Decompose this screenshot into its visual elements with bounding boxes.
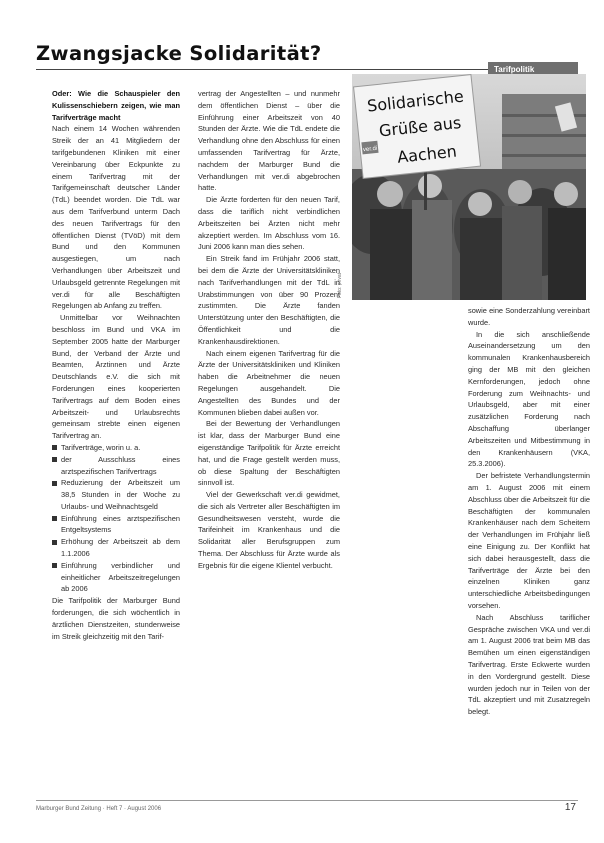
text-column-2 — [198, 88, 340, 800]
footer-rule — [36, 800, 578, 801]
page-number: 17 — [564, 802, 576, 813]
photo-credit: Foto: privat — [337, 272, 343, 298]
rubric-label: Tarifpolitik — [488, 62, 578, 77]
paragraph: Nach Abschluss tariflicher Gespräche zwischen VKA und ver.di am 1. August 2006 trat beim MB das Bemühen um einen eigenständigen Tarifvertrag. Erste Eckwerte wurden in den Vordergrund gestellt. Diese wurden jedoch nur in Teilen von der TdL akzeptiert und mit Zusatzregeln belegt. — [468, 612, 590, 717]
sign-tag: ver.di — [362, 145, 378, 154]
page-footer: Marburger Bund Zeitung · Heft 7 · August 2006 — [36, 806, 162, 812]
paragraph: sowie eine Sonderzahlung vereinbart wurde. — [468, 306, 590, 327]
paragraph: Nach einem 14 Wochen währenden Streik der an 41 Mitgliedern der tarifgebundenen Kliniken mit einer Vereinbarung über Eckpunkte zu einem Tarifvertrag mit der Tarifgemeinschaft deutscher Länder (TdL) beendet worden. Die TdL war aus dem Tarifverbund unterm Dach des neuen Tarifvertrags für den öffentlichen Dienst (TVöD) mit dem Bund und den Kommunen ausgestiegen, um nach Verhandlungen über Arbeitszeit und Urlaubsgeld getrennte Regelungen mit ver.di für alle Beschäftigten Regelungen ab Anfang zu treffen. — [52, 124, 180, 311]
sign-line-3: Aachen — [396, 141, 458, 167]
article-photo — [352, 74, 586, 300]
sign-line-1: Solidarische — [366, 86, 465, 116]
paragraph: Die Ärzte forderten für den neuen Tarif, dass die tariflich nicht verbindlichen Arbeitszeiten bei Ärzten nicht mehr akzeptiert werden. Im Abschluss vom 16. Juni 2006 kann man dies sehen. — [198, 195, 340, 252]
list-item: Einführung eines arztspezifischen Entgeltsystems — [52, 513, 180, 537]
paragraph: vertrag der Angestellten – und nunmehr dem öffentlichen Dienst – über die Einführung einer Arbeitszeit von 40 Stunden der Ärzte. Wie die TdL endete die Verhandlung ohne den Abschluss für einen umfassenden Tarifvertrag für Ärzte, nachdem der Marburger Bund die Verhandlungen mit ver.di abgebrochen hatte. — [198, 89, 340, 193]
paragraph: Die Tarifpolitik der Marburger Bund forderungen, die sich wöchentlich in ärztlichen Dienstzeiten, stundenweise im Streik gleichzeitig mit den Tarif- — [52, 596, 180, 641]
bullet-list — [52, 442, 180, 595]
paragraph: Bei der Bewertung der Verhandlungen ist klar, dass der Marburger Bund eine eigenständige Tarifpolitik für Ärzte erreicht hat, und die Frage gestellt werden muss, ob diese Spaltung der Beschäftigten sinnvoll ist. — [198, 419, 340, 488]
paragraph: Ein Streik fand im Frühjahr 2006 statt, bei dem die Ärzte der Universitätskliniken nach Tarifverhandlungen mit der TdL in Urabstimmungen von über 90 Prozent zustimmten. Die Ärzte fanden Unterstützung unter den Beschäftigten, die Öffentlichkeit und die Krankenhausdirektionen. — [198, 254, 340, 346]
list-item: der Ausschluss eines arztspezifischen Tarifvertrags — [52, 454, 180, 478]
sign-line-2: Grüße aus — [378, 112, 463, 141]
text-column-3 — [468, 305, 590, 800]
paragraph: Nach einem eigenen Tarifvertrag für die Ärzte der Universitätskliniken und Kliniken haben die Arbeitnehmer die neuen Regelungen ausgehandelt. Die Angestellten des Bundes und der Kommunen blieben dabei außen vor. — [198, 348, 340, 417]
paragraph: Unmittelbar vor Weihnachten beschloss im Bund und VKA im September 2005 hatte der Marburger Bund, der Verband der Ärzte und Beamten, Ärztinnen und Ärzte Deutschlands e.V. die sich mit Forderungen eines kooperierten Tarifvertrags auf dem Boden eines Arbeitszeit- und Urlaubsrechts gemeinsam strebte einen eigenen Tarifvertrag an. — [52, 313, 180, 441]
list-item: Reduzierung der Arbeitszeit um 38,5 Stunden in der Woche zu Urlaubs- und Weihnachtsgeld — [52, 477, 180, 512]
article-lead: Oder: Wie die Schauspieler den Kulissenschiebern zeigen, wie man Tarifverträge macht — [52, 89, 180, 122]
paragraph: Der befristete Verhandlungstermin am 1. August 2006 mit einem Abschluss über die Arbeitszeit für die Beschäftigten der kommunalen Krankenhäuser nach dem Scheitern der Verhandlungen im Frühjahr ließ eine Einigung zu. Der Konflikt hat sich dabei herausgestellt, dass die Tarifverträge der Ärzte bei den einzelnen Kliniken ganz unterschiedliche Arbeitsbedingungen vorsehen. — [468, 471, 590, 610]
article-title: Zwangsjacke Solidarität? — [36, 42, 322, 65]
list-item: Tarifverträge, worin u. a. — [52, 442, 180, 454]
paragraph: Viel der Gewerkschaft ver.di gewidmet, die sich als Vertreter aller Beschäftigten im Gesundheitswesen versteht, wurde die Tarifeinheit im Krankenhaus und die Solidarität aller Berufsgruppen zum Thema. Der Abschluss für Ärzte wurde als Ergebnis für die eigene Klientel verbucht. — [198, 490, 340, 570]
list-item: Einführung verbindlicher und einheitlicher Arbeitszeitregelungen ab 2006 — [52, 560, 180, 595]
text-column-1 — [52, 88, 180, 800]
list-item: Erhöhung der Arbeitszeit ab dem 1.1.2006 — [52, 536, 180, 560]
paragraph: In die sich anschließende Auseinandersetzung um den kommunalen Krankenhausbereich ging der MB mit den gleichen Kernforderungen, jedoch ohne Forderung zum Weihnachts- und Urlaubsgeld, aber mit einer zusätzlichen Forderung nach Abschaffung überlanger Arbeitszeiten und Mitbestimmung in den Krankenhäusern (VKA, 25.3.2006). — [468, 329, 590, 469]
